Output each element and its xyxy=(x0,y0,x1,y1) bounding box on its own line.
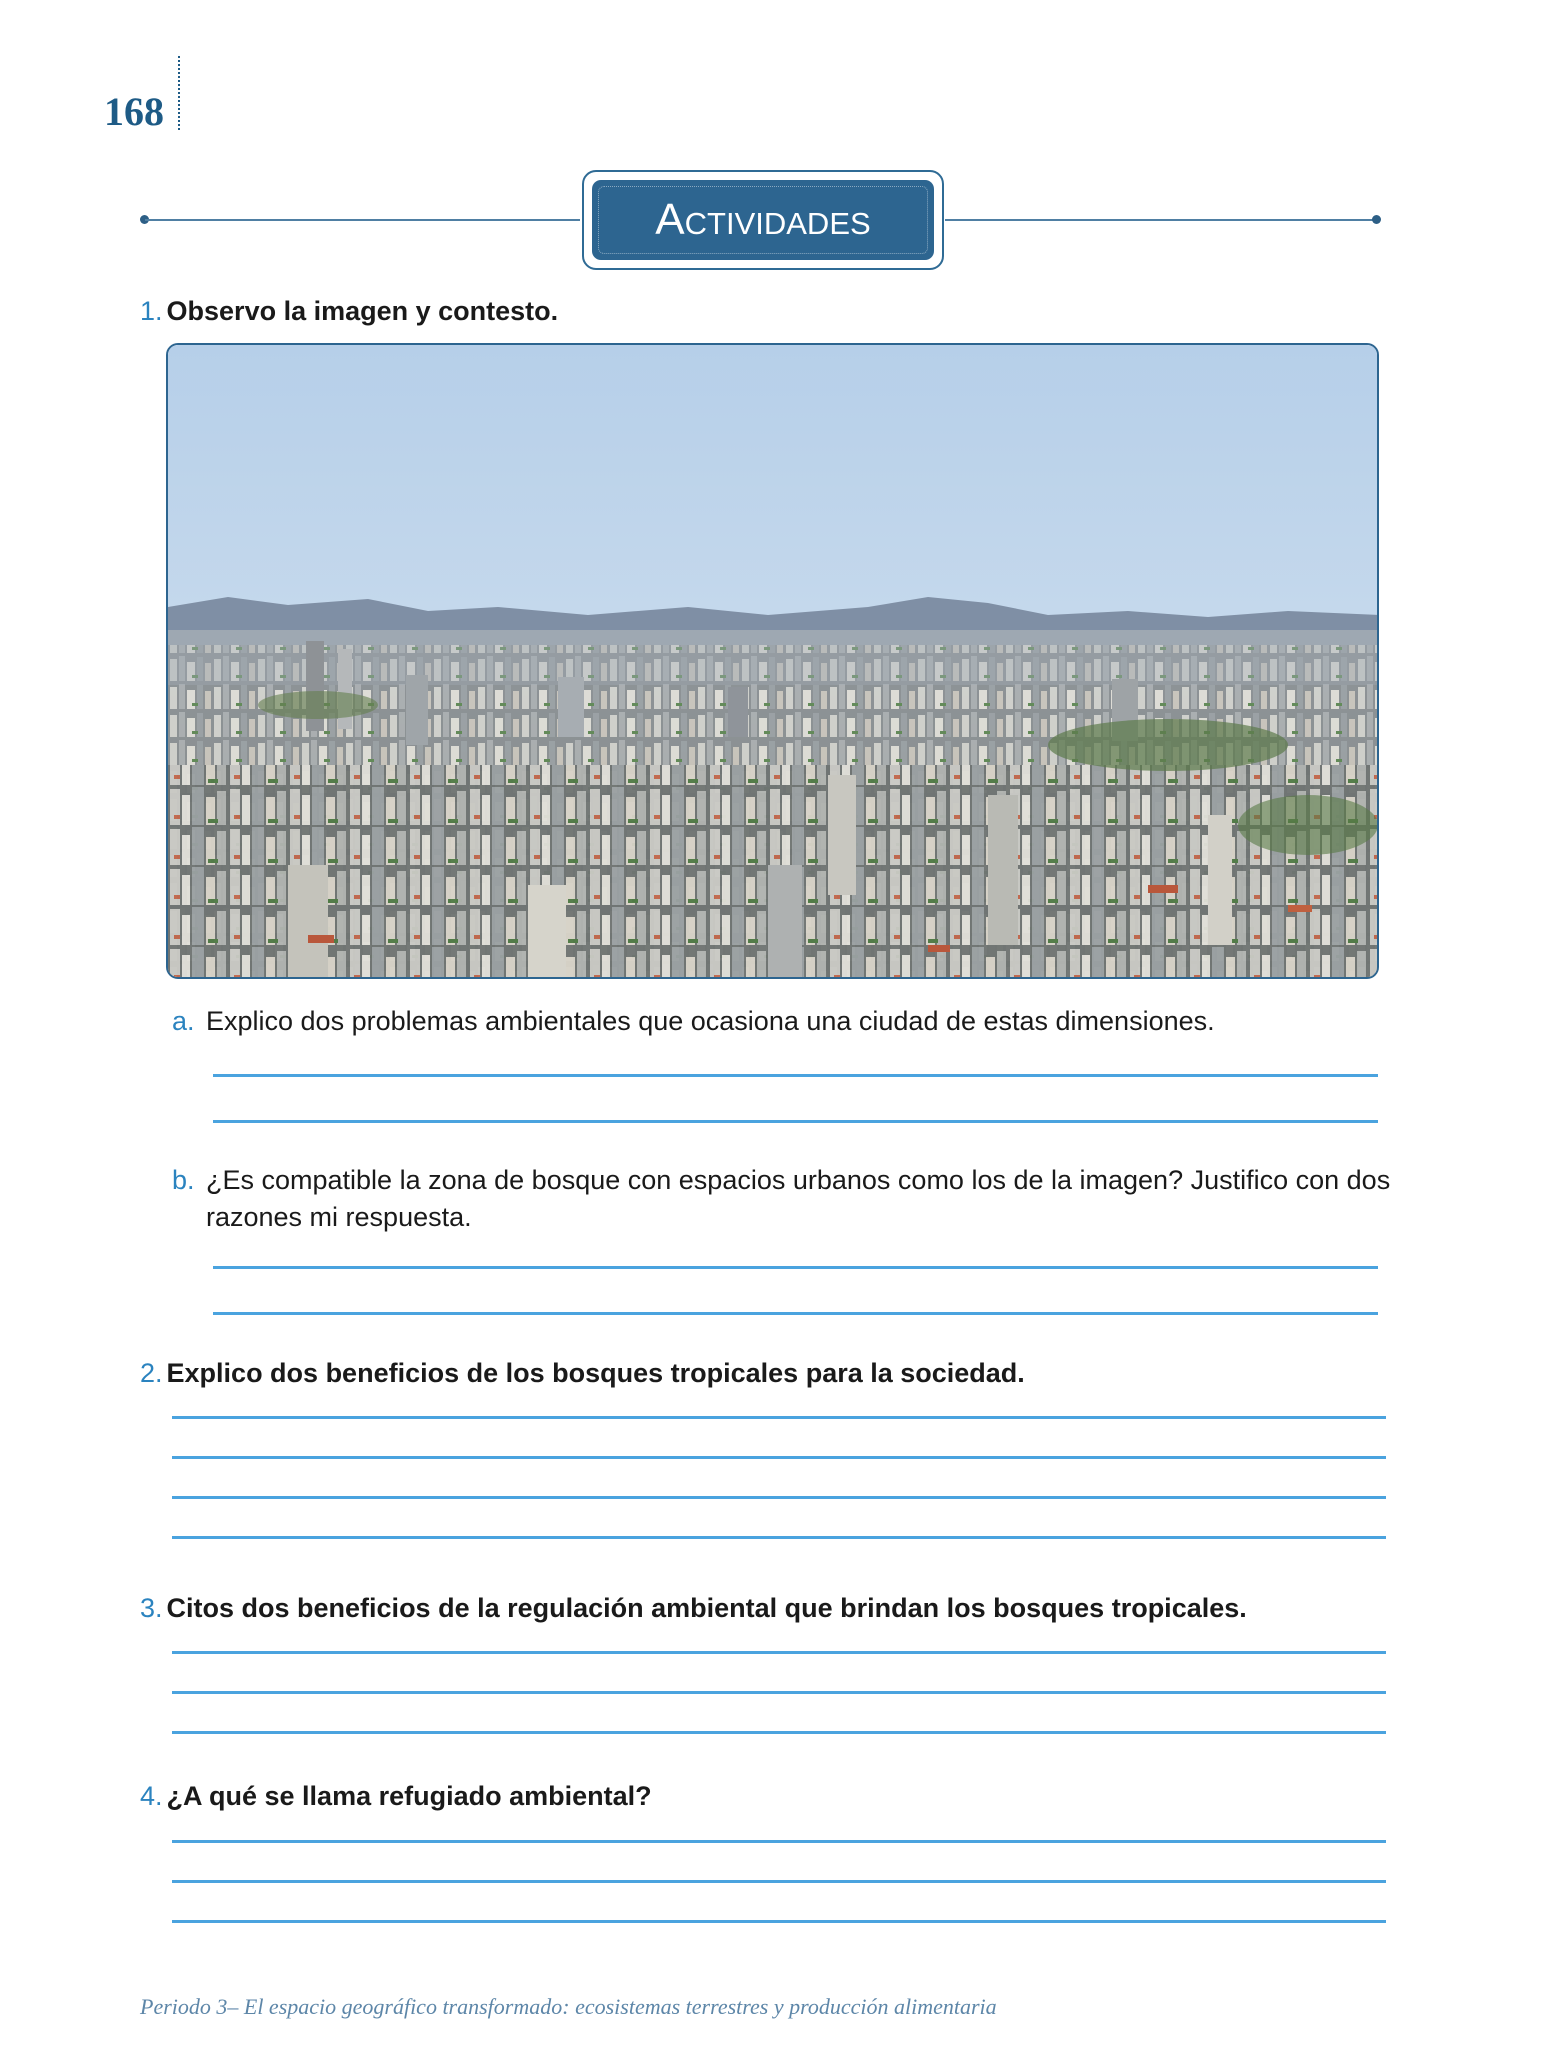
question-3-text: Citos dos beneficios de la regulación ambiental que brindan los bosques tropicales. xyxy=(166,1593,1247,1623)
question-1-number: 1. xyxy=(140,296,163,326)
question-1a-text: Explico dos problemas ambientales que ocasiona una ciudad de estas dimensiones. xyxy=(206,1006,1215,1036)
section-header xyxy=(582,170,944,270)
section-title: Actividades xyxy=(655,195,871,244)
section-header-inner-border xyxy=(598,186,928,254)
answer-line[interactable] xyxy=(172,1880,1386,1883)
question-1b xyxy=(172,1162,1392,1236)
question-1a-letter: a. xyxy=(172,1006,195,1036)
answer-line[interactable] xyxy=(172,1496,1386,1499)
question-2 xyxy=(140,1355,1025,1391)
answer-line[interactable] xyxy=(213,1074,1378,1077)
answer-line[interactable] xyxy=(172,1840,1386,1843)
question-4-text: ¿A qué se llama refugiado ambiental? xyxy=(166,1781,652,1811)
question-3-number: 3. xyxy=(140,1593,163,1623)
question-2-text: Explico dos beneficios de los bosques tropicales para la sociedad. xyxy=(166,1358,1025,1388)
question-3 xyxy=(140,1590,1247,1626)
answer-line[interactable] xyxy=(172,1731,1386,1734)
header-rule-right xyxy=(945,219,1377,221)
answer-line[interactable] xyxy=(172,1651,1386,1654)
answer-line[interactable] xyxy=(172,1691,1386,1694)
city-photo-illustration xyxy=(168,345,1379,979)
answer-line[interactable] xyxy=(213,1312,1378,1315)
question-1b-letter: b. xyxy=(172,1165,195,1195)
question-2-number: 2. xyxy=(140,1358,163,1388)
question-4-number: 4. xyxy=(140,1781,163,1811)
answer-line[interactable] xyxy=(213,1266,1378,1269)
header-rule-left xyxy=(145,219,580,221)
page-footer: Periodo 3– El espacio geográfico transformado: ecosistemas terrestres y producción alimentaria xyxy=(140,1994,997,2019)
header-rule-dot-right xyxy=(1372,215,1381,224)
answer-line[interactable] xyxy=(213,1120,1378,1123)
answer-line[interactable] xyxy=(172,1456,1386,1459)
answer-line[interactable] xyxy=(172,1536,1386,1539)
question-1b-text: ¿Es compatible la zona de bosque con espacios urbanos como los de la imagen? Justifico con dos razones mi respuesta. xyxy=(206,1165,1391,1232)
section-header-box xyxy=(592,180,934,260)
page-number-divider xyxy=(178,56,180,130)
question-1 xyxy=(140,293,558,329)
page-number: 168 xyxy=(104,89,164,134)
answer-line[interactable] xyxy=(172,1920,1386,1923)
city-skyline-photo xyxy=(166,343,1379,979)
question-1a xyxy=(172,1003,1382,1040)
question-4 xyxy=(140,1778,652,1814)
answer-line[interactable] xyxy=(172,1416,1386,1419)
question-1-text: Observo la imagen y contesto. xyxy=(166,296,559,326)
